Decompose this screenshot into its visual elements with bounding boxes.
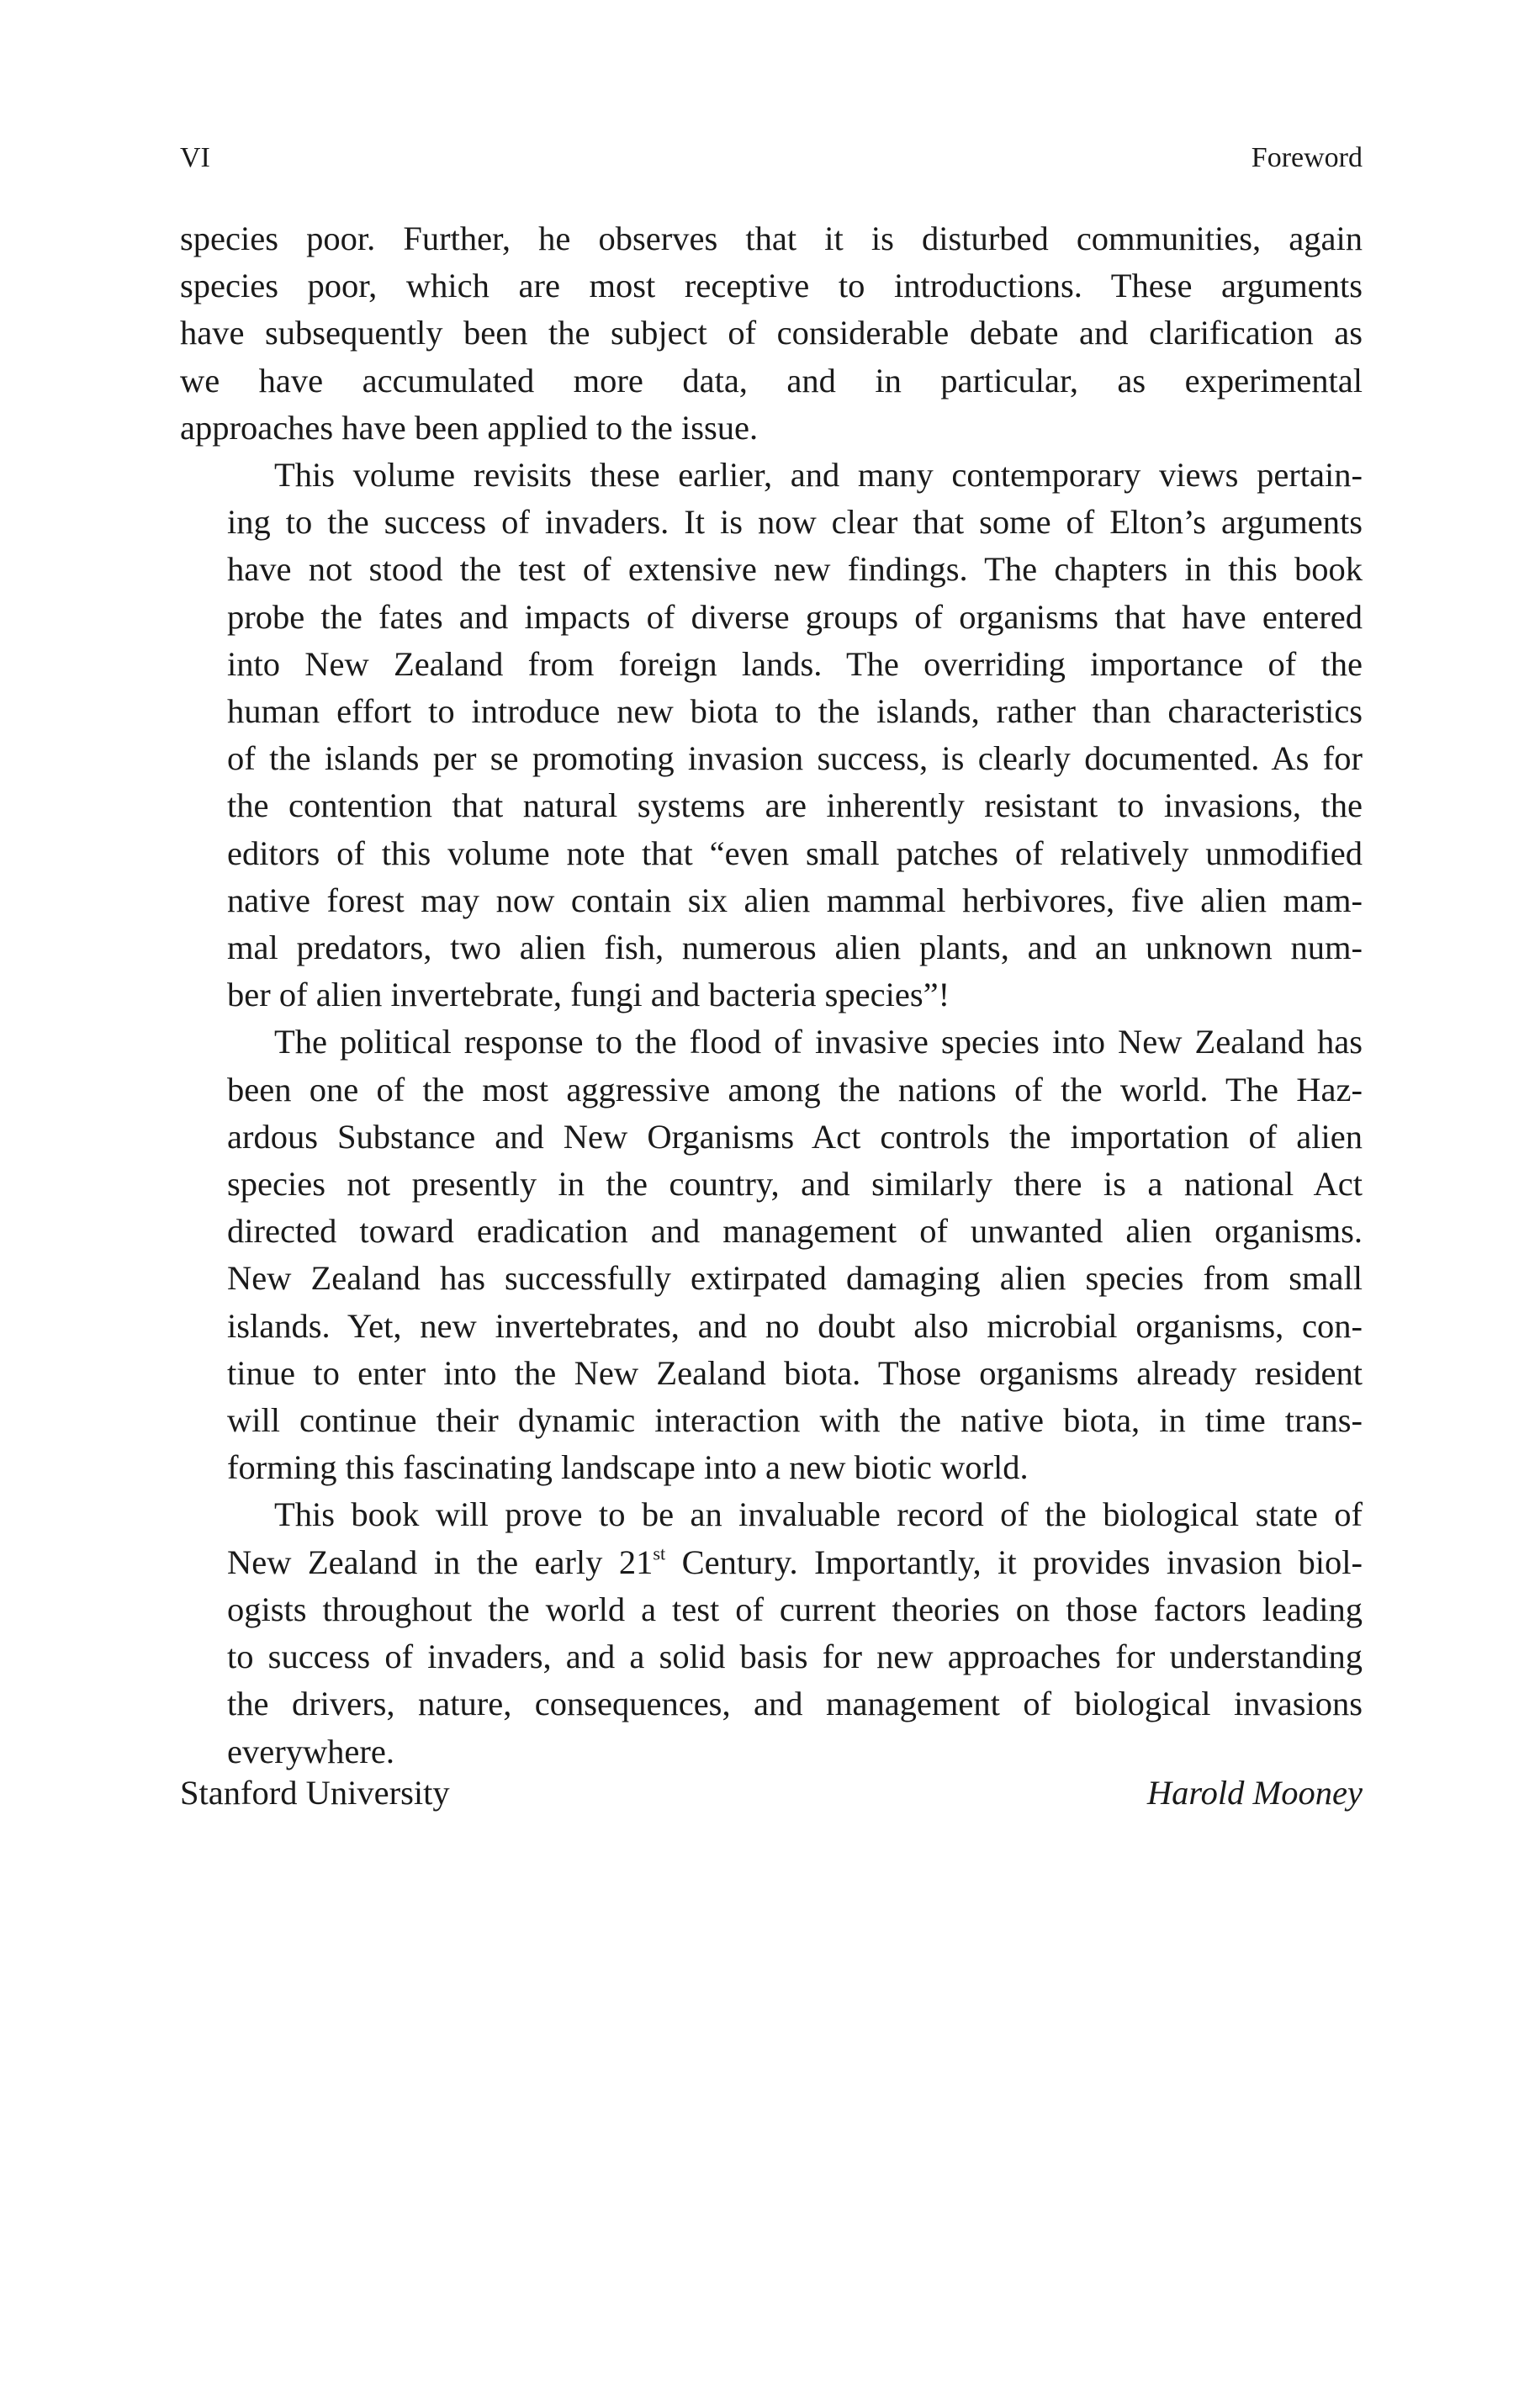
text-line: tinue to enter into the New Zealand biota. Those organisms already resident [227, 1353, 1363, 1392]
text-line: ing to the success of invaders. It is now clear that some of Elton’s arguments [227, 503, 1363, 542]
paragraph-4 [180, 1491, 1363, 1775]
body-text [180, 215, 1363, 1775]
text-line: to success of invaders, and a solid basis for new approaches for understanding [227, 1638, 1363, 1676]
text-line: mal predators, two alien fish, numerous alien plants, and an unknown num- [227, 929, 1363, 967]
running-head [180, 141, 1363, 175]
paragraph-1 [180, 215, 1363, 452]
text-line: New Zealand has successfully extirpated damaging alien species from small [227, 1259, 1363, 1298]
text-line: been one of the most aggressive among the nations of the world. The Haz- [227, 1070, 1363, 1109]
ordinal-superscript: st [653, 1542, 666, 1564]
text-line: we have accumulated more data, and in particular, as experimental [180, 361, 1363, 400]
text-line: ogists throughout the world a test of current theories on those factors leading [227, 1590, 1363, 1628]
text-line: into New Zealand from foreign lands. The overriding importance of the [227, 644, 1363, 683]
text-line: species poor. Further, he observes that it is disturbed communities, again [180, 220, 1363, 257]
paragraph-2 [180, 452, 1363, 1019]
text-line: ardous Substance and New Organisms Act controls the importation of alien [227, 1117, 1363, 1156]
institution: Stanford University [180, 1774, 450, 1812]
text-line: the drivers, nature, consequences, and management of biological invasions [227, 1685, 1363, 1723]
text-line: the contention that natural systems are inherently resistant to invasions, the [227, 786, 1363, 825]
text-line: forming this fascinating landscape into a new biotic world. [227, 1448, 1029, 1487]
book-page [180, 141, 1363, 1812]
text-line: This volume revisits these earlier, and many contemporary views pertain- [274, 456, 1363, 495]
signature-block [180, 1770, 1363, 1817]
section-title: Foreword [1251, 142, 1363, 173]
text-line: The political response to the flood of invasive species into New Zealand has [274, 1023, 1363, 1061]
text-line: everywhere. [227, 1732, 394, 1770]
text-line: have subsequently been the subject of considerable debate and clarification as [180, 314, 1363, 352]
text-line: species poor, which are most receptive to introductions. These arguments [180, 267, 1363, 305]
text-line: species not presently in the country, and similarly there is a national Act [227, 1165, 1363, 1204]
text-line [180, 1539, 1363, 1586]
text-fragment: New Zealand in the early 21 [227, 1542, 654, 1581]
text-fragment: Century. Importantly, it provides invasion biol- [665, 1542, 1363, 1581]
text-line: approaches have been applied to the issue. [180, 408, 759, 447]
text-line: This book will prove to be an invaluable record of the biological state of [274, 1495, 1363, 1534]
text-line: native forest may now contain six alien mammal herbivores, five alien mam- [227, 881, 1363, 919]
text-line: human effort to introduce new biota to the islands, rather than characteristics [227, 692, 1363, 731]
author-name: Harold Mooney [1146, 1774, 1363, 1812]
paragraph-3 [180, 1019, 1363, 1491]
text-line: ber of alien invertebrate, fungi and bacteria species”! [227, 976, 950, 1014]
text-line: of the islands per se promoting invasion success, is clearly documented. As for [227, 739, 1363, 778]
text-line: editors of this volume note that “even small patches of relatively unmodified [227, 833, 1363, 872]
text-line: islands. Yet, new invertebrates, and no doubt also microbial organisms, con- [227, 1306, 1363, 1345]
text-line: probe the fates and impacts of diverse groups of organisms that have entered [227, 597, 1363, 636]
text-line: have not stood the test of extensive new findings. The chapters in this book [227, 550, 1363, 589]
text-line: will continue their dynamic interaction with the native biota, in time trans- [227, 1401, 1363, 1440]
text-line: directed toward eradication and management of unwanted alien organisms. [227, 1212, 1363, 1251]
page-number: VI [180, 142, 210, 173]
